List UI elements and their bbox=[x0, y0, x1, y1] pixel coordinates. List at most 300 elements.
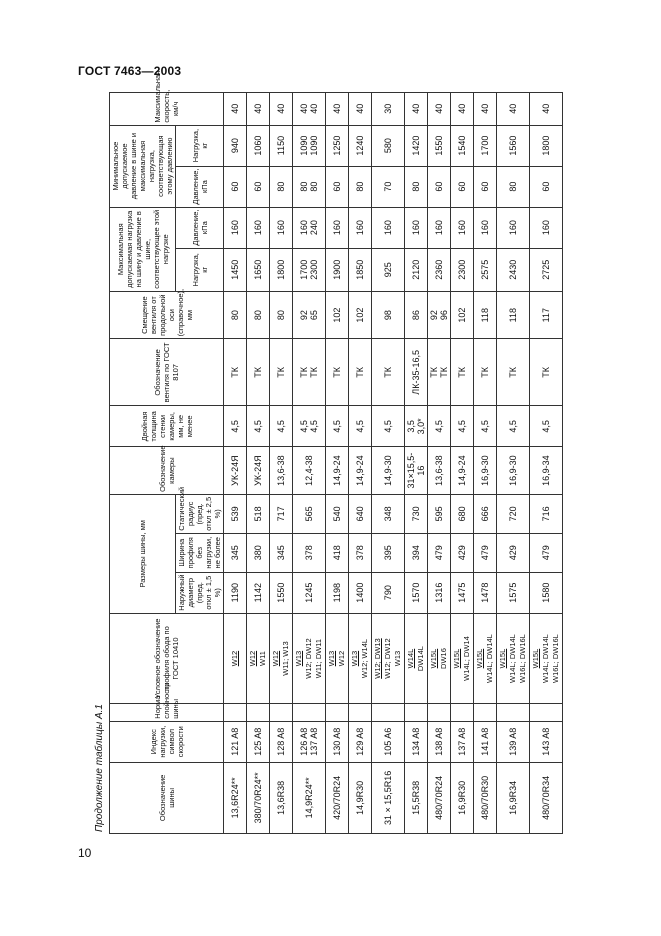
rim-line: W15L bbox=[498, 648, 507, 669]
cell-min-load bbox=[270, 125, 293, 166]
cell-line: 1540 bbox=[457, 135, 467, 156]
cell-max-speed bbox=[474, 93, 497, 126]
cell-line: 60 bbox=[332, 181, 342, 192]
cell-min-load bbox=[530, 125, 563, 166]
cell-max-pressure bbox=[349, 207, 372, 248]
cell-line: 137 A8 bbox=[309, 727, 319, 756]
cell-line: 3,5 bbox=[406, 420, 416, 433]
cell-line: ТК bbox=[508, 367, 518, 378]
cell-max-pressure bbox=[270, 207, 293, 248]
cell-line: 105 A6 bbox=[383, 727, 393, 756]
cell-min-pressure bbox=[372, 166, 405, 207]
cell-line: 3,0* bbox=[416, 418, 426, 435]
table-row bbox=[530, 93, 563, 834]
cell-line: 2300 bbox=[457, 259, 467, 280]
cell-section-width: 418 bbox=[326, 533, 349, 572]
cell-min-load bbox=[224, 125, 247, 166]
cell-line: 92 bbox=[299, 310, 309, 321]
cell-designation: 480/70R24 bbox=[428, 762, 451, 833]
cell-line: 128 A8 bbox=[276, 727, 286, 756]
cell-line: ТК bbox=[383, 367, 393, 378]
cell-rim-profile bbox=[530, 613, 563, 704]
cell-line: 2725 bbox=[541, 259, 551, 280]
cell-line: 80 bbox=[411, 181, 421, 192]
cell-load-speed-index bbox=[326, 721, 349, 762]
cell-min-load bbox=[405, 125, 428, 166]
cell-line: 126 A8 bbox=[299, 727, 309, 756]
cell-max-load bbox=[497, 248, 530, 291]
table-caption: Продолжение таблицы А.1 bbox=[94, 704, 105, 832]
cell-valve-offset bbox=[497, 291, 530, 339]
cell-valve bbox=[293, 339, 326, 406]
cell-tube-wall bbox=[270, 406, 293, 447]
cell-max-pressure bbox=[326, 207, 349, 248]
cell-max-speed bbox=[428, 93, 451, 126]
cell-ply-rating bbox=[293, 704, 326, 721]
table-row bbox=[270, 93, 293, 834]
cell-load-speed-index bbox=[247, 721, 270, 762]
cell-static-radius: 565 bbox=[293, 494, 326, 533]
cell-line: ТК bbox=[276, 367, 286, 378]
cell-rim-profile bbox=[247, 613, 270, 704]
cell-line: 80 bbox=[276, 181, 286, 192]
cell-min-pressure bbox=[474, 166, 497, 207]
cell-tube-designation: 14,9-30 bbox=[372, 447, 405, 495]
cell-line: 130 A8 bbox=[332, 727, 342, 756]
rim-line: W16L; DW16L bbox=[551, 634, 560, 683]
table-row bbox=[372, 93, 405, 834]
cell-line: 1090 bbox=[309, 135, 319, 156]
cell-line: 2300 bbox=[309, 259, 319, 280]
cell-ply-rating bbox=[428, 704, 451, 721]
cell-load-speed-index bbox=[224, 721, 247, 762]
cell-line: 129 A8 bbox=[355, 727, 365, 756]
cell-max-load bbox=[451, 248, 474, 291]
cell-max-load bbox=[326, 248, 349, 291]
cell-line: 4,5 bbox=[276, 420, 286, 433]
cell-line: 80 bbox=[253, 310, 263, 321]
rim-line: W12; DW12 bbox=[304, 638, 313, 679]
cell-valve bbox=[530, 339, 563, 406]
cell-section-width: 380 bbox=[247, 533, 270, 572]
cell-max-load bbox=[530, 248, 563, 291]
cell-line: 1700 bbox=[299, 259, 309, 280]
cell-max-pressure bbox=[247, 207, 270, 248]
cell-max-speed bbox=[326, 93, 349, 126]
cell-designation: 15,5R38 bbox=[405, 762, 428, 833]
cell-line: 160 bbox=[230, 220, 240, 236]
cell-max-speed bbox=[530, 93, 563, 126]
cell-line: 4,5 bbox=[480, 420, 490, 433]
cell-load-speed-index bbox=[270, 721, 293, 762]
cell-load-speed-index bbox=[428, 721, 451, 762]
cell-line: 1240 bbox=[355, 135, 365, 156]
cell-line: ТК bbox=[355, 367, 365, 378]
cell-line: 240 bbox=[309, 220, 319, 236]
cell-line: 40 bbox=[508, 103, 518, 114]
cell-outer-diameter: 1478 bbox=[474, 572, 497, 613]
cell-max-speed bbox=[405, 93, 428, 126]
rim-line: W12 bbox=[248, 650, 257, 667]
cell-line: 1850 bbox=[355, 259, 365, 280]
cell-line: 60 bbox=[253, 181, 263, 192]
cell-min-pressure bbox=[530, 166, 563, 207]
rim-line: W14L; DW14 bbox=[462, 636, 471, 681]
cell-valve-offset bbox=[270, 291, 293, 339]
cell-valve bbox=[270, 339, 293, 406]
cell-line: 4,5 bbox=[230, 420, 240, 433]
cell-line: 4,5 bbox=[253, 420, 263, 433]
cell-line: 137 A8 bbox=[457, 727, 467, 756]
table-row bbox=[326, 93, 349, 834]
rim-line: W14L bbox=[406, 648, 415, 669]
cell-max-load bbox=[428, 248, 451, 291]
col-load-speed-index: Индекс нагрузки, символ скорости bbox=[110, 721, 224, 762]
col-max-pressure: Давление, кПа bbox=[176, 207, 224, 248]
cell-line: ТК bbox=[253, 367, 263, 378]
cell-line: 4,5 bbox=[299, 420, 309, 433]
cell-line: 2120 bbox=[411, 259, 421, 280]
col-min-load: Нагрузка, кг bbox=[176, 125, 224, 166]
cell-line: 60 bbox=[230, 181, 240, 192]
cell-max-load bbox=[372, 248, 405, 291]
cell-line: 160 bbox=[332, 220, 342, 236]
cell-line: 1150 bbox=[276, 135, 286, 156]
cell-line: 160 bbox=[383, 220, 393, 236]
table-row bbox=[405, 93, 428, 834]
cell-tube-wall bbox=[474, 406, 497, 447]
cell-rim-profile bbox=[428, 613, 451, 704]
cell-line: 1420 bbox=[411, 135, 421, 156]
cell-line: 40 bbox=[230, 103, 240, 114]
cell-valve-offset bbox=[474, 291, 497, 339]
rim-line: W13 bbox=[393, 650, 402, 667]
cell-ply-rating bbox=[497, 704, 530, 721]
cell-load-speed-index bbox=[451, 721, 474, 762]
cell-line: 160 bbox=[480, 220, 490, 236]
rim-line: W15L bbox=[475, 648, 484, 669]
cell-line: 160 bbox=[434, 220, 444, 236]
cell-section-width: 429 bbox=[451, 533, 474, 572]
cell-line: 80 bbox=[508, 181, 518, 192]
cell-valve-offset bbox=[326, 291, 349, 339]
cell-min-load bbox=[293, 125, 326, 166]
col-tube-wall: Двойная толщина стенки камеры, мм, не менее bbox=[110, 406, 224, 447]
cell-valve-offset bbox=[428, 291, 451, 339]
cell-valve bbox=[224, 339, 247, 406]
col-max-load: Нагрузка, кг bbox=[176, 248, 224, 291]
cell-line: ТК bbox=[480, 367, 490, 378]
cell-tube-wall bbox=[428, 406, 451, 447]
cell-min-pressure bbox=[293, 166, 326, 207]
cell-tube-wall bbox=[326, 406, 349, 447]
cell-line: 1800 bbox=[541, 135, 551, 156]
cell-min-pressure bbox=[270, 166, 293, 207]
rim-line: W12 bbox=[271, 650, 280, 667]
col-max-speed: Максимальная скорость, км/ч bbox=[110, 93, 224, 126]
cell-line: 1700 bbox=[480, 135, 490, 156]
cell-designation: 16,9R30 bbox=[451, 762, 474, 833]
cell-line: 1800 bbox=[276, 259, 286, 280]
cell-tube-designation: 13,6-38 bbox=[270, 447, 293, 495]
cell-rim-profile bbox=[270, 613, 293, 704]
cell-line: 138 A8 bbox=[434, 727, 444, 756]
rotated-table-block bbox=[93, 70, 633, 834]
cell-line: 30 bbox=[383, 103, 393, 114]
col-ply-rating: Норма слойности шины bbox=[110, 704, 224, 721]
cell-line: 160 bbox=[355, 220, 365, 236]
cell-line: 40 bbox=[299, 103, 309, 114]
cell-valve-offset bbox=[530, 291, 563, 339]
cell-designation: 31 × 15,5R16 bbox=[372, 762, 405, 833]
cell-min-pressure bbox=[428, 166, 451, 207]
cell-designation: 480/70R30 bbox=[474, 762, 497, 833]
cell-outer-diameter: 1570 bbox=[405, 572, 428, 613]
cell-min-load bbox=[474, 125, 497, 166]
cell-max-load bbox=[270, 248, 293, 291]
cell-line: 1060 bbox=[253, 135, 263, 156]
rim-line: W12; DW12 bbox=[383, 638, 392, 679]
col-designation: Обозначение шины bbox=[110, 762, 224, 833]
table-row bbox=[247, 93, 270, 834]
table-row bbox=[428, 93, 451, 834]
cell-line: 160 bbox=[457, 220, 467, 236]
cell-line: 940 bbox=[230, 138, 240, 154]
cell-line: 80 bbox=[230, 310, 240, 321]
cell-outer-diameter: 1190 bbox=[224, 572, 247, 613]
cell-line: 121 A8 bbox=[230, 727, 240, 756]
col-tube-designation: Обозначение камеры bbox=[110, 447, 224, 495]
page-number: 10 bbox=[78, 846, 92, 860]
cell-line: ТК bbox=[309, 367, 319, 378]
cell-valve-offset bbox=[349, 291, 372, 339]
col-section-width: Ширина профиля без нагрузки, не более bbox=[176, 533, 224, 572]
cell-min-pressure bbox=[497, 166, 530, 207]
cell-outer-diameter: 1316 bbox=[428, 572, 451, 613]
cell-line: 125 A8 bbox=[253, 727, 263, 756]
cell-line: ТК bbox=[457, 367, 467, 378]
cell-rim-profile bbox=[372, 613, 405, 704]
cell-static-radius: 640 bbox=[349, 494, 372, 533]
table-row bbox=[497, 93, 530, 834]
cell-line: 160 bbox=[299, 220, 309, 236]
cell-section-width: 479 bbox=[474, 533, 497, 572]
cell-max-speed bbox=[349, 93, 372, 126]
cell-load-speed-index bbox=[293, 721, 326, 762]
cell-designation: 16,9R34 bbox=[497, 762, 530, 833]
cell-tube-wall bbox=[349, 406, 372, 447]
cell-load-speed-index bbox=[349, 721, 372, 762]
cell-valve bbox=[497, 339, 530, 406]
cell-section-width: 395 bbox=[372, 533, 405, 572]
cell-line: 1550 bbox=[434, 135, 444, 156]
cell-section-width: 345 bbox=[224, 533, 247, 572]
cell-line: 925 bbox=[383, 262, 393, 278]
rim-line: W14L; DW14L bbox=[541, 634, 550, 683]
cell-tube-wall bbox=[530, 406, 563, 447]
rim-line: W12 bbox=[230, 650, 239, 667]
cell-line: 80 bbox=[309, 181, 319, 192]
cell-rim-profile bbox=[293, 613, 326, 704]
cell-tube-wall bbox=[451, 406, 474, 447]
table-body bbox=[224, 93, 563, 834]
cell-line: 80 bbox=[355, 181, 365, 192]
cell-tube-designation: 14,9-24 bbox=[349, 447, 372, 495]
cell-max-speed bbox=[372, 93, 405, 126]
cell-line: ТК bbox=[332, 367, 342, 378]
cell-rim-profile bbox=[497, 613, 530, 704]
cell-ply-rating bbox=[247, 704, 270, 721]
cell-line: 4,5 bbox=[541, 420, 551, 433]
col-rim-profile: Условное обозначение профиля обода по ГОСТ 10410 bbox=[110, 613, 224, 704]
cell-max-pressure bbox=[224, 207, 247, 248]
cell-max-load bbox=[224, 248, 247, 291]
cell-static-radius: 540 bbox=[326, 494, 349, 533]
cell-line: 160 bbox=[541, 220, 551, 236]
cell-ply-rating bbox=[326, 704, 349, 721]
cell-outer-diameter: 1142 bbox=[247, 572, 270, 613]
cell-valve bbox=[349, 339, 372, 406]
cell-static-radius: 716 bbox=[530, 494, 563, 533]
cell-line: 4,5 bbox=[383, 420, 393, 433]
cell-line: 2360 bbox=[434, 259, 444, 280]
cell-tube-wall bbox=[293, 406, 326, 447]
cell-section-width: 429 bbox=[497, 533, 530, 572]
cell-static-radius: 717 bbox=[270, 494, 293, 533]
cell-min-load bbox=[372, 125, 405, 166]
table-row bbox=[349, 93, 372, 834]
cell-valve-offset bbox=[224, 291, 247, 339]
cell-tube-designation: УК-24Я bbox=[247, 447, 270, 495]
cell-line: 40 bbox=[309, 103, 319, 114]
cell-valve-offset bbox=[247, 291, 270, 339]
rim-line: DW16 bbox=[439, 648, 448, 669]
cell-line: 2575 bbox=[480, 259, 490, 280]
col-valve-offset: Смещение вентиля от продольной оси (справочное), мм bbox=[110, 291, 224, 339]
cell-max-pressure bbox=[451, 207, 474, 248]
cell-section-width: 394 bbox=[405, 533, 428, 572]
cell-line: 102 bbox=[332, 307, 342, 323]
cell-tube-designation: 16,9-30 bbox=[497, 447, 530, 495]
cell-line: 70 bbox=[383, 181, 393, 192]
cell-line: 60 bbox=[434, 181, 444, 192]
cell-rim-profile bbox=[349, 613, 372, 704]
rim-line: W14L; DW14L bbox=[508, 634, 517, 683]
cell-min-load bbox=[451, 125, 474, 166]
cell-max-pressure bbox=[428, 207, 451, 248]
cell-line: 2430 bbox=[508, 259, 518, 280]
cell-designation: 14,9R24** bbox=[293, 762, 326, 833]
cell-line: 160 bbox=[508, 220, 518, 236]
page-header: ГОСТ 7463—2003 bbox=[78, 64, 182, 78]
cell-line: 40 bbox=[434, 103, 444, 114]
cell-min-load bbox=[428, 125, 451, 166]
cell-line: ТК bbox=[299, 367, 309, 378]
cell-valve bbox=[428, 339, 451, 406]
cell-load-speed-index bbox=[474, 721, 497, 762]
cell-line: 4,5 bbox=[457, 420, 467, 433]
tire-spec-table bbox=[109, 70, 563, 834]
rim-line: W12 bbox=[337, 650, 346, 667]
cell-min-pressure bbox=[247, 166, 270, 207]
cell-section-width: 378 bbox=[293, 533, 326, 572]
cell-line: 580 bbox=[383, 138, 393, 154]
cell-ply-rating bbox=[224, 704, 247, 721]
rim-line: W16L; DW16L bbox=[518, 634, 527, 683]
cell-line: 1090 bbox=[299, 135, 309, 156]
cell-ply-rating bbox=[372, 704, 405, 721]
rim-line: W12; W14L bbox=[360, 638, 369, 679]
cell-ply-rating bbox=[405, 704, 428, 721]
cell-line: 65 bbox=[309, 310, 319, 321]
cell-rim-profile bbox=[405, 613, 428, 704]
cell-line: 4,5 bbox=[508, 420, 518, 433]
cell-line: 118 bbox=[508, 307, 518, 323]
cell-line: 40 bbox=[411, 103, 421, 114]
cell-line: 102 bbox=[355, 307, 365, 323]
cell-min-load bbox=[326, 125, 349, 166]
cell-max-speed bbox=[293, 93, 326, 126]
cell-tube-designation: 31×15,5-16 bbox=[405, 447, 428, 495]
cell-max-speed bbox=[247, 93, 270, 126]
cell-line: 143 A8 bbox=[541, 727, 551, 756]
cell-tube-designation: УК-24Я bbox=[224, 447, 247, 495]
table-row bbox=[293, 93, 326, 834]
cell-max-load bbox=[349, 248, 372, 291]
cell-line: 4,5 bbox=[309, 420, 319, 433]
rim-line: W15L bbox=[452, 648, 461, 669]
cell-line: 160 bbox=[276, 220, 286, 236]
cell-tube-designation: 12,4-38 bbox=[293, 447, 326, 495]
rim-line: W11; DW11 bbox=[314, 638, 323, 679]
cell-tube-wall bbox=[497, 406, 530, 447]
cell-static-radius: 539 bbox=[224, 494, 247, 533]
cell-load-speed-index bbox=[530, 721, 563, 762]
cell-static-radius: 348 bbox=[372, 494, 405, 533]
cell-valve-offset bbox=[451, 291, 474, 339]
cell-tube-wall bbox=[405, 406, 428, 447]
cell-section-width: 345 bbox=[270, 533, 293, 572]
cell-static-radius: 730 bbox=[405, 494, 428, 533]
cell-ply-rating bbox=[451, 704, 474, 721]
cell-tube-designation: 16,9-34 bbox=[530, 447, 563, 495]
cell-static-radius: 680 bbox=[451, 494, 474, 533]
cell-line: 4,5 bbox=[332, 420, 342, 433]
cell-load-speed-index bbox=[372, 721, 405, 762]
cell-max-load bbox=[293, 248, 326, 291]
cell-valve-offset bbox=[293, 291, 326, 339]
cell-min-load bbox=[497, 125, 530, 166]
cell-min-load bbox=[247, 125, 270, 166]
cell-valve bbox=[451, 339, 474, 406]
cell-line: 117 bbox=[541, 307, 551, 323]
cell-line: 1650 bbox=[253, 259, 263, 280]
rim-line: W11; W13 bbox=[281, 641, 290, 676]
rim-line: W13 bbox=[350, 650, 359, 667]
cell-line: 40 bbox=[276, 103, 286, 114]
cell-line: 92 bbox=[429, 310, 439, 321]
cell-tube-wall bbox=[247, 406, 270, 447]
cell-max-pressure bbox=[372, 207, 405, 248]
rim-line: W14L; DW14L bbox=[485, 634, 494, 683]
cell-tube-designation: 13,6-38 bbox=[428, 447, 451, 495]
cell-outer-diameter: 1575 bbox=[497, 572, 530, 613]
cell-min-pressure bbox=[405, 166, 428, 207]
cell-valve-offset bbox=[405, 291, 428, 339]
col-group-min-pressure: Минимальное допускаемое давление в шине и максимальная нагрузка, соответствующая этому давлению bbox=[110, 125, 176, 207]
cell-line: ТК bbox=[439, 367, 449, 378]
cell-max-pressure bbox=[497, 207, 530, 248]
